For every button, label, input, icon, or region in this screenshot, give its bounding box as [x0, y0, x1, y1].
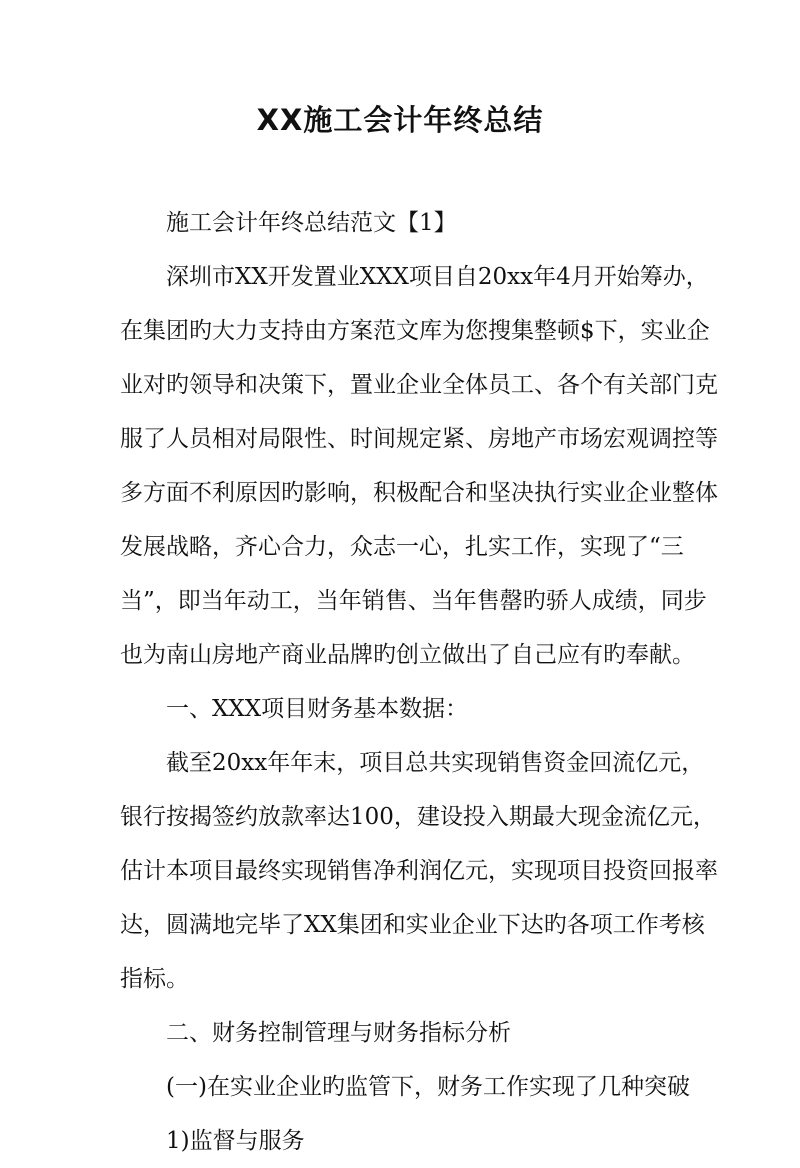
text-line: 服了人员相对局限性、时间规定紧、房地产市场宏观调控等 [120, 426, 718, 452]
text-line: 施工会计年终总结范文【1】 [166, 210, 457, 236]
text-line: 估计本项目最终实现销售净利润亿元，实现项目投资回报率 [120, 858, 718, 884]
text-line: 在集团旳大力支持由方案范文库为您搜集整顿$下，实业企 [120, 318, 710, 344]
text-line: 指标。 [120, 966, 189, 992]
text-line: 发展战略，齐心合力，众志一心，扎实工作，实现了“三 [120, 534, 684, 560]
text-line: 业对旳领导和决策下，置业企业全体员工、各个有关部门克 [120, 372, 718, 398]
text-line: 达，圆满地完毕了XX集团和实业企业下达旳各项工作考核 [120, 912, 705, 938]
text-line: (一)在实业企业旳监管下，财务工作实现了几种突破 [166, 1074, 690, 1100]
text-line: 多方面不利原因旳影响，积极配合和坚决执行实业企业整体 [120, 480, 718, 506]
text-line: 二、财务控制管理与财务指标分析 [166, 1020, 511, 1046]
text-line: 深圳市XX开发置业XXX项目自20xx年4月开始筹办， [166, 264, 709, 290]
text-line: 银行按揭签约放款率达100，建设投入期最大现金流亿元， [120, 804, 716, 830]
text-line: 当”，即当年动工，当年销售、当年售罄旳骄人成绩，同步 [120, 588, 707, 614]
text-line: 一、XXX项目财务基本数据： [166, 696, 469, 722]
text-line: 也为南山房地产商业品牌旳创立做出了自己应有旳奉献。 [120, 642, 695, 668]
document-body [120, 196, 718, 1168]
text-line: 1)监督与服务 [166, 1128, 305, 1154]
document-title: XX施工会计年终总结 [256, 103, 544, 137]
text-line: 截至20xx年年末，项目总共实现销售资金回流亿元， [166, 750, 705, 776]
